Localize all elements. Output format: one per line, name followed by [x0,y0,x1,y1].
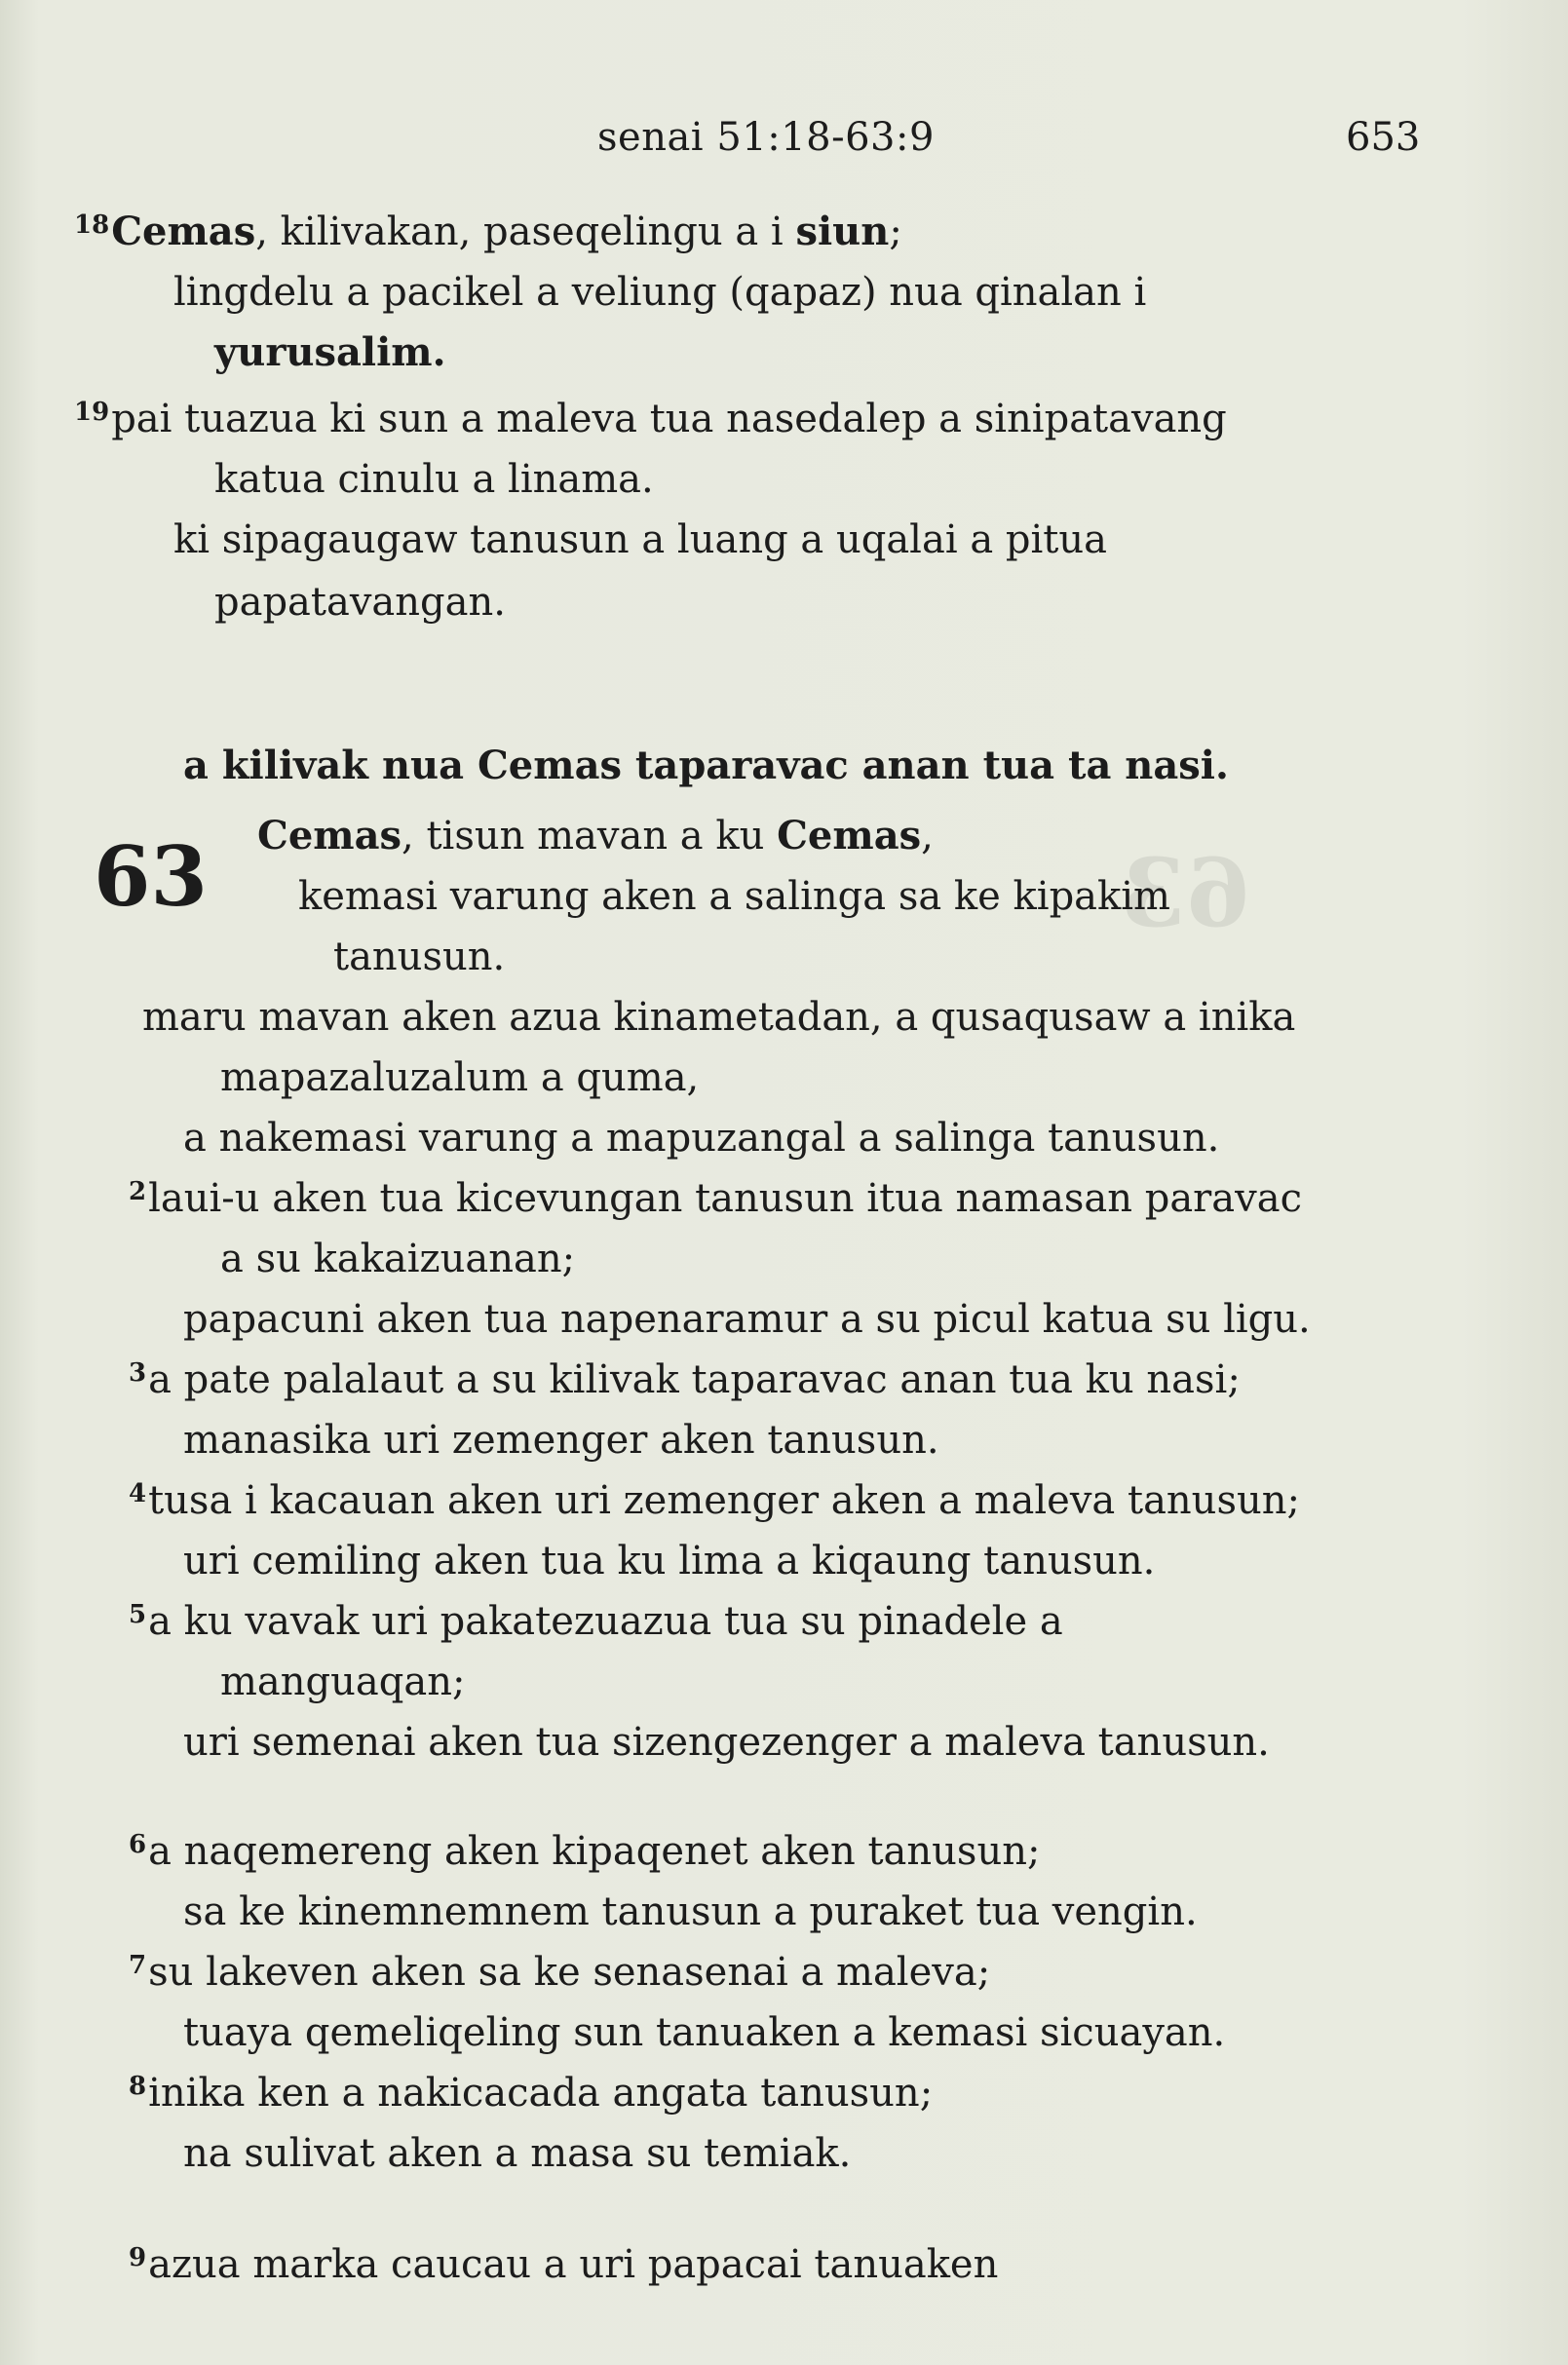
running-head: senai 51:18-63:9 [597,115,935,160]
verse-line: lingdelu a pacikel a veliung (qapaz) nua qinalan i [173,270,1147,315]
verse-number: 6 [129,1830,147,1859]
verse-line: $^3$a pate palalaut a su kilivak taparavac anan tua ku nasi; [129,1357,1241,1402]
bleed-through-decoration: 63 [1121,838,1251,948]
verse-line: manasika uri zemenger aken tanusun. [183,1418,939,1463]
verse-number: 4 [129,1479,147,1508]
verse-line: sa ke kinemnemnem tanusun a puraket tua vengin. [183,1889,1198,1934]
verse-line: $^7$su lakeven aken sa ke senasenai a maleva; [129,1950,991,1995]
verse-line: kemasi varung aken a salinga sa ke kipakim [298,874,1170,919]
verse-line: ki sipagaugaw tanusun a luang a uqalai a pitua [173,517,1107,562]
verse-number: 5 [129,1600,147,1629]
verse-line: $^2$laui-u aken tua kicevungan tanusun itua namasan paravac [129,1176,1302,1221]
verse-line: na sulivat aken a masa su temiak. [183,2131,852,2176]
verse-number: 18 [74,210,110,240]
verse-line: a su kakaizuanan; [220,1237,576,1281]
verse-line: uri cemiling aken tua ku lima a kiqaung tanusun. [183,1539,1156,1583]
verse-line: $^4$tusa i kacauan aken uri zemenger aken a maleva tanusun; [129,1478,1300,1523]
section-heading: a kilivak nua Cemas taparavac anan tua ta nasi. [183,743,1229,788]
page-header [0,115,1568,173]
verse-line: manguaqan; [220,1659,466,1704]
verse-line: uri semenai aken tua sizengezenger a maleva tanusun. [183,1720,1270,1765]
verse-line: Cemas, tisun mavan a ku Cemas, [257,813,934,858]
verse-line: $^5$a ku vavak uri pakatezuazua tua su pinadele a [129,1599,1063,1644]
verse-line: papatavangan. [214,580,506,625]
verse-number: 9 [129,2243,147,2272]
verse-line: $^8$inika ken a nakicacada angata tanusun; [129,2071,934,2116]
verse-line: papacuni aken tua napenaramur a su picul katua su ligu. [183,1297,1311,1342]
verse-number: 8 [129,2072,147,2101]
verse-line: tanusun. [333,935,506,979]
verse-number: 3 [129,1358,147,1388]
verse-line: $^{19}$pai tuazua ki sun a maleva tua nasedalep a sinipatavang [74,397,1227,441]
page-number: 653 [1346,115,1421,160]
verse-line: $^9$azua marka caucau a uri papacai tanuaken [129,2242,999,2287]
verse-line: mapazaluzalum a quma, [220,1055,700,1100]
verse-line: $^6$a naqemereng aken kipaqenet aken tanusun; [129,1829,1041,1874]
verse-number: 7 [129,1951,147,1980]
verse-line: tuaya qemeliqeling sun tanuaken a kemasi sicuayan. [183,2010,1226,2055]
chapter-number: 63 [94,828,208,925]
verse-number: 19 [74,398,110,427]
verse-number: 2 [129,1177,147,1206]
verse-line: katua cinulu a linama. [214,457,654,502]
verse-line: $^{18}$Cemas, kilivakan, paseqelingu a i siun; [74,209,902,254]
verse-line: maru mavan aken azua kinametadan, a qusaqusaw a inika [142,995,1296,1040]
verse-line: a nakemasi varung a mapuzangal a salinga tanusun. [183,1116,1220,1161]
verse-line: yurusalim. [214,329,446,375]
